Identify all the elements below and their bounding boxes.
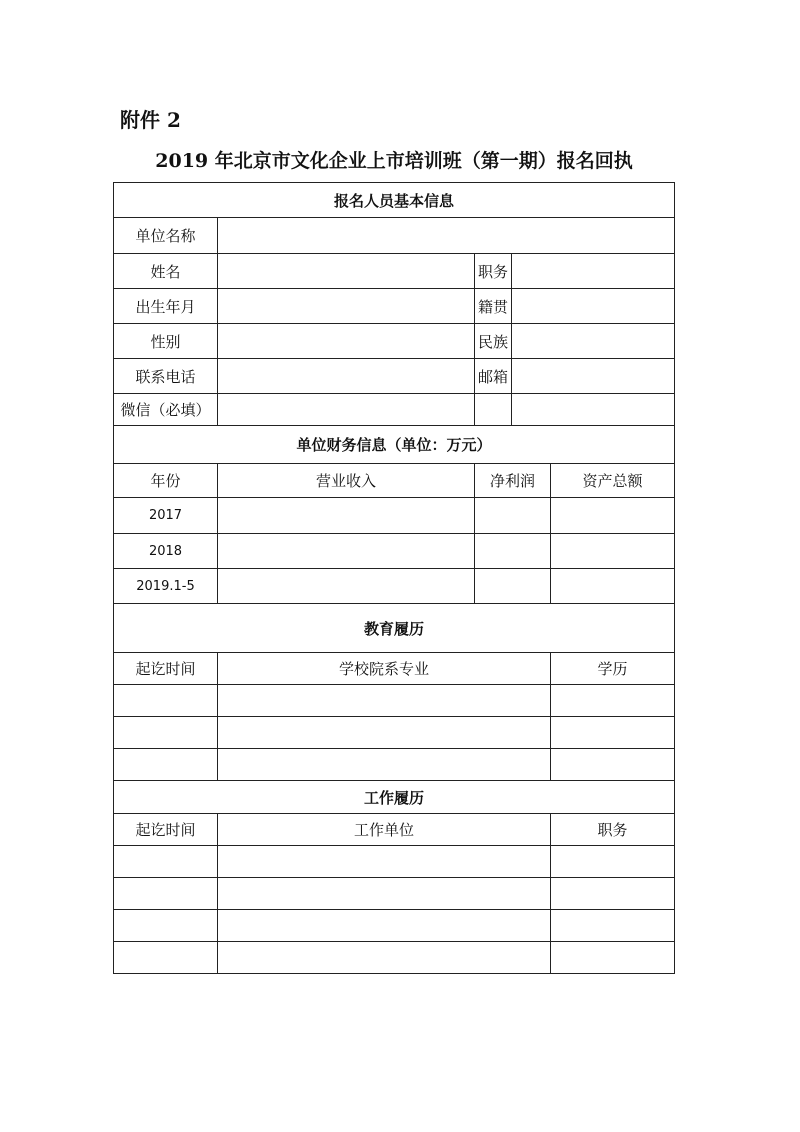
profit-field[interactable] [475, 498, 551, 534]
finance-year: 2017 [114, 498, 218, 534]
work-employer-field[interactable] [218, 942, 551, 974]
phone-field[interactable] [218, 359, 475, 394]
finance-year: 2018 [114, 534, 218, 569]
profit-field[interactable] [475, 569, 551, 604]
gender-field[interactable] [218, 324, 475, 359]
email-field[interactable] [512, 359, 675, 394]
education-col-period: 起讫时间 [114, 653, 218, 685]
education-school-field[interactable] [218, 717, 551, 749]
revenue-field[interactable] [218, 569, 475, 604]
registration-form-table [113, 182, 675, 974]
wechat-label: 微信（必填） [114, 394, 218, 426]
position-label: 职务 [475, 254, 512, 289]
finance-col-revenue: 营业收入 [218, 464, 475, 498]
education-degree-field[interactable] [551, 717, 675, 749]
work-col-employer: 工作单位 [218, 814, 551, 846]
finance-header: 单位财务信息（单位：万元） [114, 426, 675, 464]
name-field[interactable] [218, 254, 475, 289]
profit-field[interactable] [475, 534, 551, 569]
ethnicity-field[interactable] [512, 324, 675, 359]
finance-year: 2019.1-5 [114, 569, 218, 604]
education-degree-field[interactable] [551, 749, 675, 781]
wechat-field[interactable] [218, 394, 475, 426]
education-period-field[interactable] [114, 685, 218, 717]
wechat-extra-field-2[interactable] [512, 394, 675, 426]
education-col-degree: 学历 [551, 653, 675, 685]
work-position-field[interactable] [551, 878, 675, 910]
work-employer-field[interactable] [218, 846, 551, 878]
native-place-label: 籍贯 [475, 289, 512, 324]
work-period-field[interactable] [114, 878, 218, 910]
education-header: 教育履历 [114, 604, 675, 653]
work-position-field[interactable] [551, 942, 675, 974]
unit-name-label: 单位名称 [114, 218, 218, 254]
assets-field[interactable] [551, 569, 675, 604]
education-period-field[interactable] [114, 717, 218, 749]
birth-label: 出生年月 [114, 289, 218, 324]
work-employer-field[interactable] [218, 878, 551, 910]
work-employer-field[interactable] [218, 910, 551, 942]
work-position-field[interactable] [551, 846, 675, 878]
work-col-position: 职务 [551, 814, 675, 846]
education-period-field[interactable] [114, 749, 218, 781]
email-label: 邮箱 [475, 359, 512, 394]
work-position-field[interactable] [551, 910, 675, 942]
page-title: 2019 年北京市文化企业上市培训班（第一期）报名回执 [155, 150, 633, 172]
phone-label: 联系电话 [114, 359, 218, 394]
birth-field[interactable] [218, 289, 475, 324]
education-degree-field[interactable] [551, 685, 675, 717]
unit-name-field[interactable] [218, 218, 675, 254]
gender-label: 性别 [114, 324, 218, 359]
assets-field[interactable] [551, 498, 675, 534]
work-header: 工作履历 [114, 781, 675, 814]
finance-col-assets: 资产总额 [551, 464, 675, 498]
native-place-field[interactable] [512, 289, 675, 324]
revenue-field[interactable] [218, 534, 475, 569]
ethnicity-label: 民族 [475, 324, 512, 359]
finance-col-year: 年份 [114, 464, 218, 498]
wechat-extra-field-1[interactable] [475, 394, 512, 426]
education-school-field[interactable] [218, 749, 551, 781]
assets-field[interactable] [551, 534, 675, 569]
position-field[interactable] [512, 254, 675, 289]
basic-info-header: 报名人员基本信息 [114, 183, 675, 218]
name-label: 姓名 [114, 254, 218, 289]
finance-col-profit: 净利润 [475, 464, 551, 498]
work-col-period: 起讫时间 [114, 814, 218, 846]
education-school-field[interactable] [218, 685, 551, 717]
education-col-school: 学校院系专业 [218, 653, 551, 685]
attachment-label: 附件 2 [120, 108, 181, 132]
work-period-field[interactable] [114, 846, 218, 878]
revenue-field[interactable] [218, 498, 475, 534]
work-period-field[interactable] [114, 942, 218, 974]
work-period-field[interactable] [114, 910, 218, 942]
